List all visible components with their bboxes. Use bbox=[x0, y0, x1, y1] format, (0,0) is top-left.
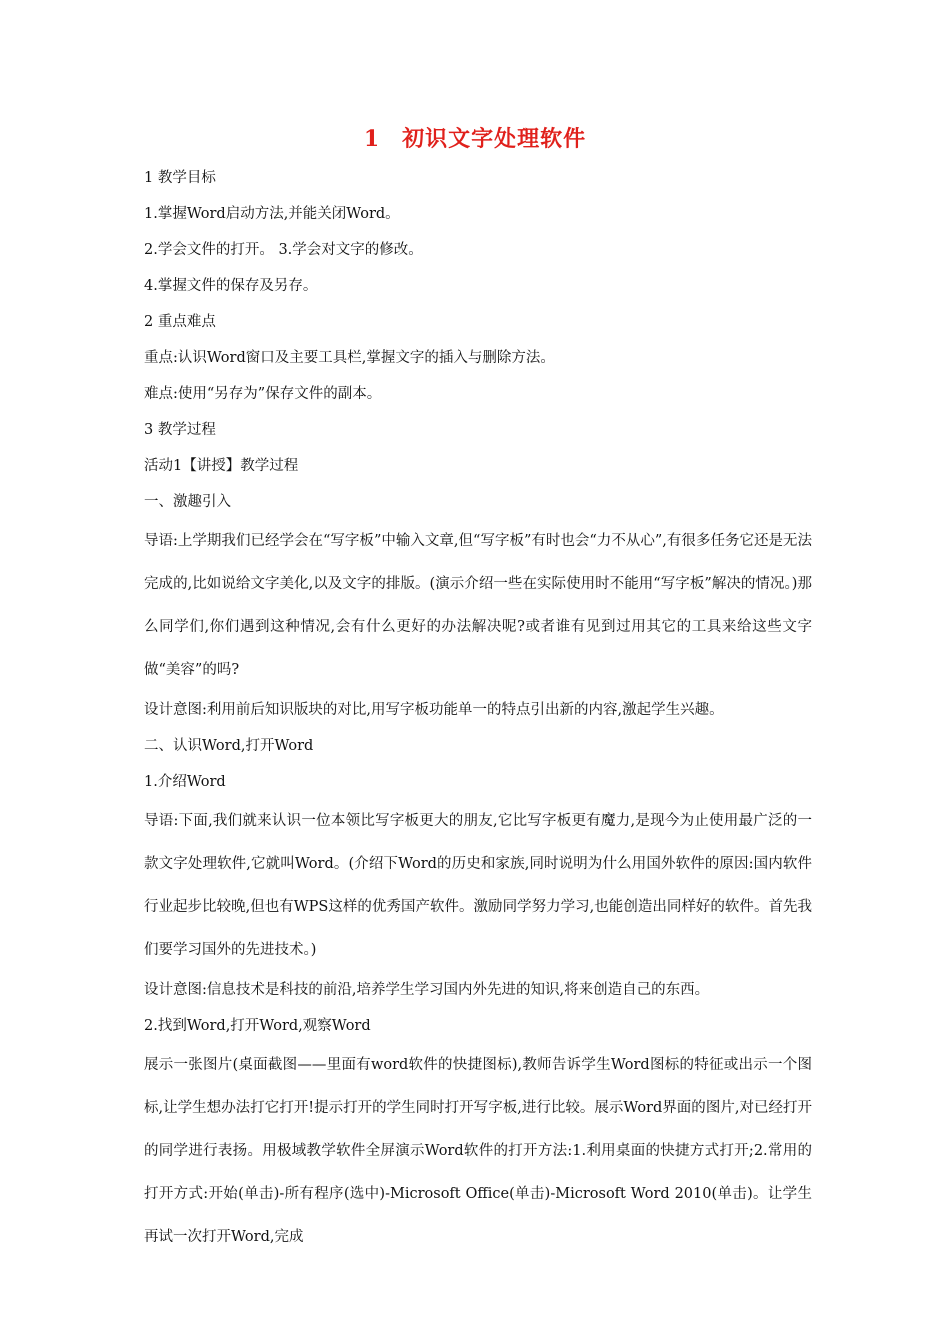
text-line: 3 教学过程 bbox=[144, 422, 216, 438]
text-line: 1 教学目标 bbox=[144, 170, 216, 186]
text-line: 活动1【讲授】教学过程 bbox=[144, 458, 299, 474]
text-line: 2.找到Word,打开Word,观察Word bbox=[144, 1018, 371, 1034]
text-line: 1.介绍Word bbox=[144, 774, 226, 790]
paragraph: 导语:上学期我们已经学会在“写字板”中输入文章,但“写字板”有时也会“力不从心”,有很多任务它还是无法完成的,比如说给文字美化,以及文字的排版。(演示介绍一些在实际使用时不能用“写字板”解决的情况。)那么同学们,你们遇到这种情况,会有什么更好的办法解决呢?或者谁有见到过用其它的工具来给这些文字做“美容”的吗? bbox=[144, 533, 812, 678]
document-body bbox=[144, 160, 812, 1259]
paragraph: 展示一张图片(桌面截图——里面有word软件的快捷图标),教师告诉学生Word图标的特征或出示一个图标,让学生想办法打它打开!提示打开的学生同时打开写字板,进行比较。展示Word界面的图片,对已经打开的同学进行表扬。用极域教学软件全屏演示Word软件的打开方法:1.利用桌面的快捷方式打开;2.常用的打开方式:开始(单击)-所有程序(选中)-Microsoft Office(单击)-Microsoft Word 2010(单击)。让学生再试一次打开Word,完成 bbox=[144, 1057, 812, 1245]
text-line: 2 重点难点 bbox=[144, 314, 216, 330]
title-text: 初识文字处理软件 bbox=[402, 126, 587, 152]
text-line: 二、认识Word,打开Word bbox=[144, 738, 314, 754]
text-line: 一、激趣引入 bbox=[144, 494, 231, 510]
text-line: 重点:认识Word窗口及主要工具栏,掌握文字的插入与删除方法。 bbox=[144, 350, 555, 366]
text-line: 设计意图:利用前后知识版块的对比,用写字板功能单一的特点引出新的内容,激起学生兴趣。 bbox=[144, 702, 724, 718]
paragraph: 导语:下面,我们就来认识一位本领比写字板更大的朋友,它比写字板更有魔力,是现今为止使用最广泛的一款文字处理软件,它就叫Word。(介绍下Word的历史和家族,同时说明为什么用国外软件的原因:国内软件行业起步比较晚,但也有WPS这样的优秀国产软件。激励同学努力学习,也能创造出同样好的软件。首先我们要学习国外的先进技术。) bbox=[144, 813, 812, 958]
text-line: 2.学会文件的打开。 3.学会对文字的修改。 bbox=[144, 242, 423, 258]
text-line: 4.掌握文件的保存及另存。 bbox=[144, 278, 318, 294]
text-line: 设计意图:信息技术是科技的前沿,培养学生学习国内外先进的知识,将来创造自己的东西。 bbox=[144, 982, 710, 998]
text-line: 1.掌握Word启动方法,并能关闭Word。 bbox=[144, 206, 400, 222]
text-line: 难点:使用“另存为”保存文件的副本。 bbox=[144, 386, 382, 402]
document-title bbox=[0, 122, 950, 153]
title-number: 1 bbox=[363, 126, 381, 152]
